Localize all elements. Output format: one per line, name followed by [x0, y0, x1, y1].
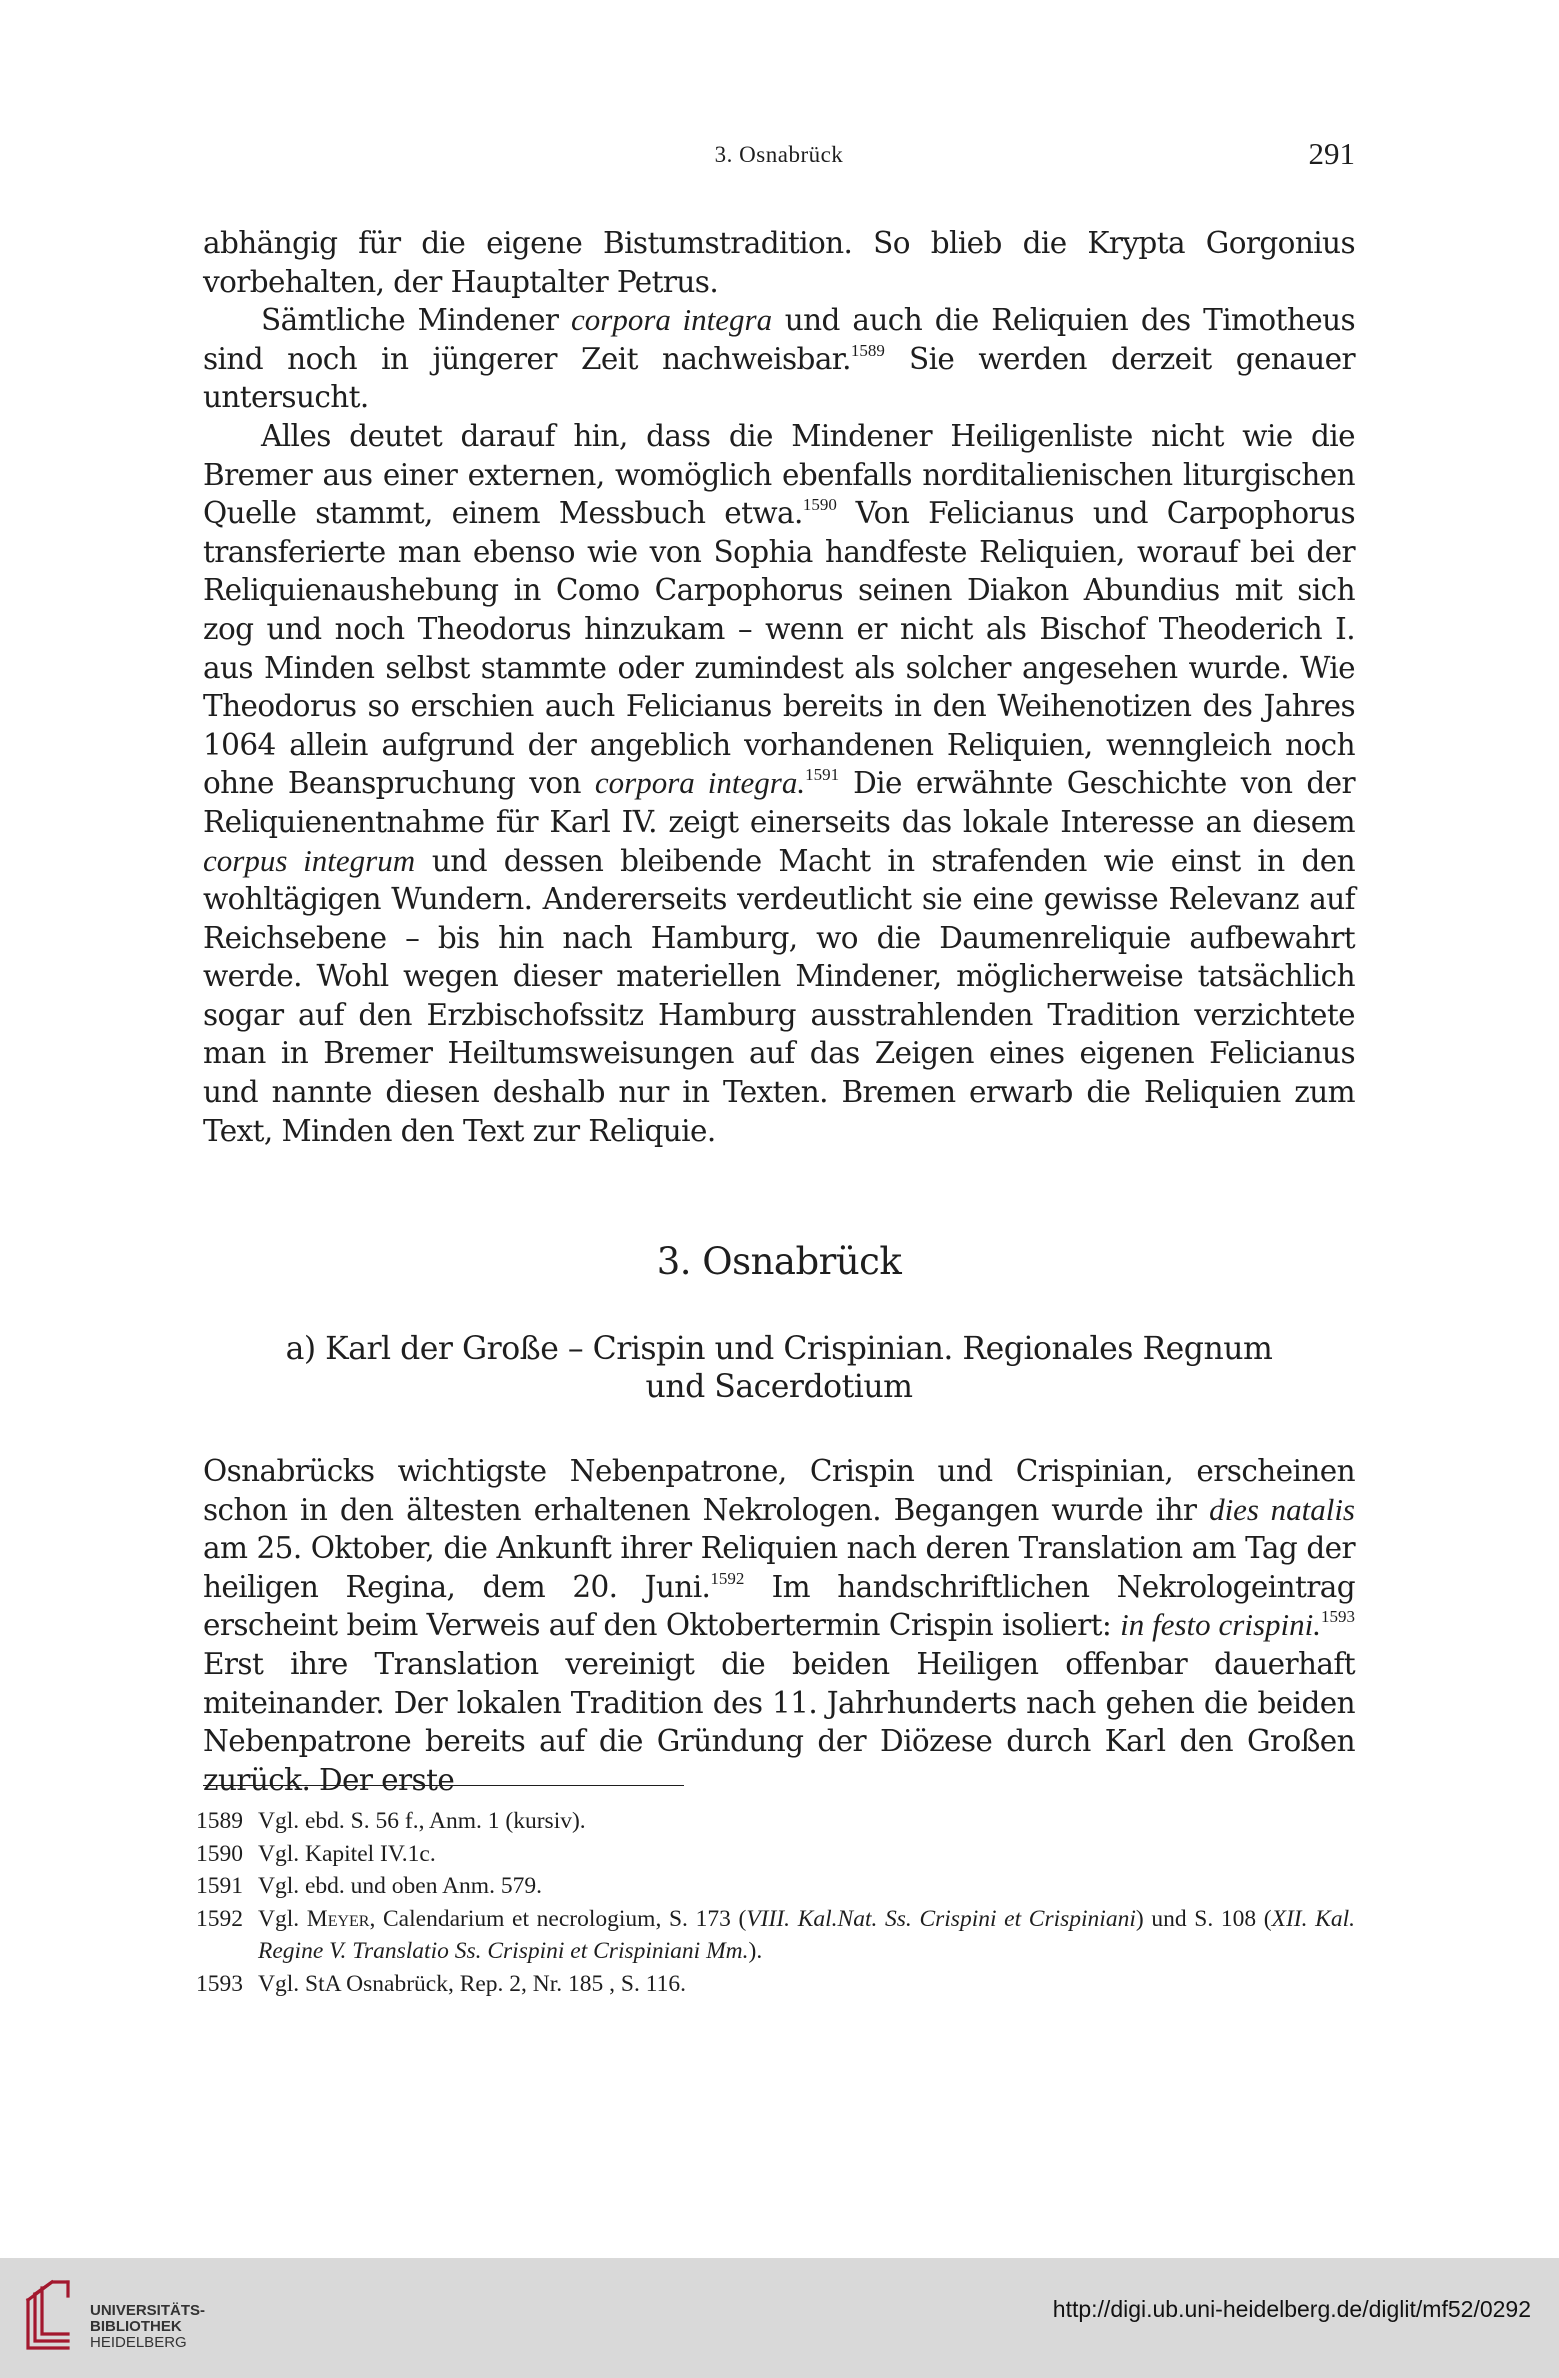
footnote-number: 1590	[196, 1840, 243, 1867]
logo-line-1: UNIVERSITÄTS-	[90, 2302, 206, 2319]
footnote-number: 1593	[196, 1970, 243, 1997]
italic-text: corpus integrum	[203, 842, 416, 878]
text-run: , Calendarium et necrologium, S. 173 (	[369, 1905, 747, 1932]
library-logo-icon	[22, 2278, 78, 2354]
italic-text: VIII. Kal.Nat. Ss. Crispini et Crispiniani	[746, 1905, 1136, 1932]
footnotes	[196, 1805, 1355, 2000]
text-run: Sie werden derzeit genauer untersucht.	[203, 341, 1355, 415]
footnote-separator	[203, 1785, 684, 1786]
footnote-number: 1592	[196, 1905, 243, 1932]
text-run: Von Felicianus und Carpophorus transferierte man ebenso wie von Sophia handfeste Reliquien, worauf bei der Reliquienaushebung in Como Carpophorus seinen Diakon Abundius mit sich zog und noch Theodorus hinzukam – wenn er nicht als Bischof Theoderich I. aus Minden selbst stammte oder zumindest als solcher angesehen wurde. Wie Theodorus so erschien auch Felicianus bereits in den Weihenotizen des Jahres 1064 allein aufgrund der angeblich vorhandenen Reliquien, wenngleich noch ohne Beanspruchung von	[203, 496, 1355, 801]
subsection-heading	[203, 1330, 1355, 1406]
running-head	[203, 136, 1355, 176]
paragraph	[203, 301, 1355, 417]
text-run: am 25. Oktober, die Ankunft ihrer Reliquien nach deren Translation am Tag der heiligen Regina, dem 20. Juni.	[203, 1531, 1355, 1604]
footnote-item	[196, 1805, 1355, 1838]
footnote-reference[interactable]: 1591	[805, 765, 840, 785]
footnote-reference[interactable]: 1592	[710, 1568, 745, 1588]
footnote-reference[interactable]: 1589	[850, 340, 885, 360]
footnote-item	[196, 1870, 1355, 1903]
text-run: und dessen bleibende Macht in strafenden wie einst in den wohltägigen Wundern. Andererseits verdeutlicht sie eine gewisse Relevanz auf Reichsebene – bis hin nach Hamburg, wo die Daumenreliquie aufbewahrt werde. Wohl wegen dieser materiellen Mindener, möglicherweise tatsächlich sogar auf den Erzbischofssitz Hamburg ausstrahlenden Tradition verzichtete man in Bremer Heiltumsweisungen auf das Zeigen eines eigenen Felicianus und nannte diesen deshalb nur in Texten. Bremen erwarb die Reliquien zum Text, Minden den Text zur Reliquie.	[203, 843, 1356, 1148]
upper-body-text	[203, 224, 1355, 1150]
text-run: Vgl. Kapitel IV.1c.	[258, 1840, 436, 1867]
text-run: abhängig für die eigene Bistumstradition. So blieb die Krypta Gorgonius vorbehalten, der Hauptalter Petrus.	[203, 226, 1355, 299]
italic-text: XII. Kal. Regine V. Translatio Ss. Crispini et Crispiniani Mm.	[258, 1905, 1355, 1964]
italic-text: in festo crispini.	[1120, 1607, 1321, 1643]
paragraph	[203, 1452, 1355, 1799]
italic-text: dies natalis	[1209, 1491, 1355, 1527]
subsection-heading-line-1: a) Karl der Große – Crispin und Crispinian. Regionales Regnum	[285, 1331, 1273, 1367]
viewer-footer-bar	[0, 2258, 1559, 2378]
lower-body-text	[203, 1452, 1355, 1799]
section-heading: 3. Osnabrück	[656, 1240, 902, 1283]
text-run: Erst ihre Translation vereinigt die beiden Heiligen offenbar dauerhaft miteinander. Der lokalen Tradition des 11. Jahrhunderts nach gehen die beiden Nebenpatrone bereits auf die Gründung der Diözese durch Karl den Großen zurück. Der erste	[203, 1646, 1355, 1797]
italic-text: corpora integra	[571, 302, 773, 338]
footnote-number: 1589	[196, 1808, 243, 1834]
paragraph	[203, 224, 1355, 301]
subsection-heading-line-2: und Sacerdotium	[645, 1369, 913, 1405]
library-logo-text	[90, 2303, 205, 2351]
author-name: Meyer	[306, 1905, 370, 1932]
text-run: ) und S. 108 (	[1135, 1905, 1272, 1932]
footnote-item	[196, 1838, 1355, 1871]
paragraph	[203, 417, 1355, 1150]
text-run: Vgl. ebd. S. 56 f., Anm. 1 (kursiv).	[258, 1808, 586, 1834]
page-number: 291	[1308, 136, 1355, 171]
text-run: Die erwähnte Geschichte von der Reliquienentnahme für Karl IV. zeigt einerseits das lokale Interesse an diesem	[203, 766, 1356, 839]
text-run: Alles deutet darauf hin, dass die Mindener Heiligenliste nicht wie die Bremer aus einer externen, womöglich ebenfalls norditalienischen liturgischen Quelle stammt, einem Messbuch etwa.	[203, 418, 1355, 531]
footnote-item	[196, 1903, 1355, 1968]
text-run: Vgl. StA Osnabrück, Rep. 2, Nr. 185 , S. 116.	[258, 1970, 687, 1997]
text-run: Vgl. ebd. und oben Anm. 579.	[258, 1873, 542, 1899]
text-run: Sämtliche Mindener	[261, 303, 572, 338]
text-run: ).	[748, 1938, 763, 1964]
running-head-title: 3. Osnabrück	[714, 142, 844, 167]
footnote-number: 1591	[196, 1873, 243, 1899]
text-run: Osnabrücks wichtigste Nebenpatrone, Crispin und Crispinian, erscheinen schon in den ältesten erhaltenen Nekrologen. Begangen wurde ihr	[203, 1454, 1355, 1527]
source-url-link[interactable]: http://digi.ub.uni-heidelberg.de/diglit/mf52/0292	[1052, 2296, 1531, 2322]
footnote-reference[interactable]: 1593	[1321, 1607, 1355, 1627]
footnote-item	[196, 1968, 1355, 2001]
footnote-reference[interactable]: 1590	[802, 495, 837, 515]
text-run: Im handschriftlichen Nekrologeintrag erscheint beim Verweis auf den Oktobertermin Crispin isoliert:	[203, 1569, 1355, 1643]
text-run: Vgl.	[258, 1905, 307, 1932]
logo-line-3: HEIDELBERG	[90, 2334, 187, 2351]
library-logo[interactable]	[22, 2278, 212, 2358]
italic-text: corpora integra.	[594, 765, 806, 801]
logo-line-2: BIBLIOTHEK	[90, 2318, 182, 2335]
text-run: und auch die Reliquien des Timotheus sind noch in jüngerer Zeit nachweisbar.	[203, 303, 1356, 376]
